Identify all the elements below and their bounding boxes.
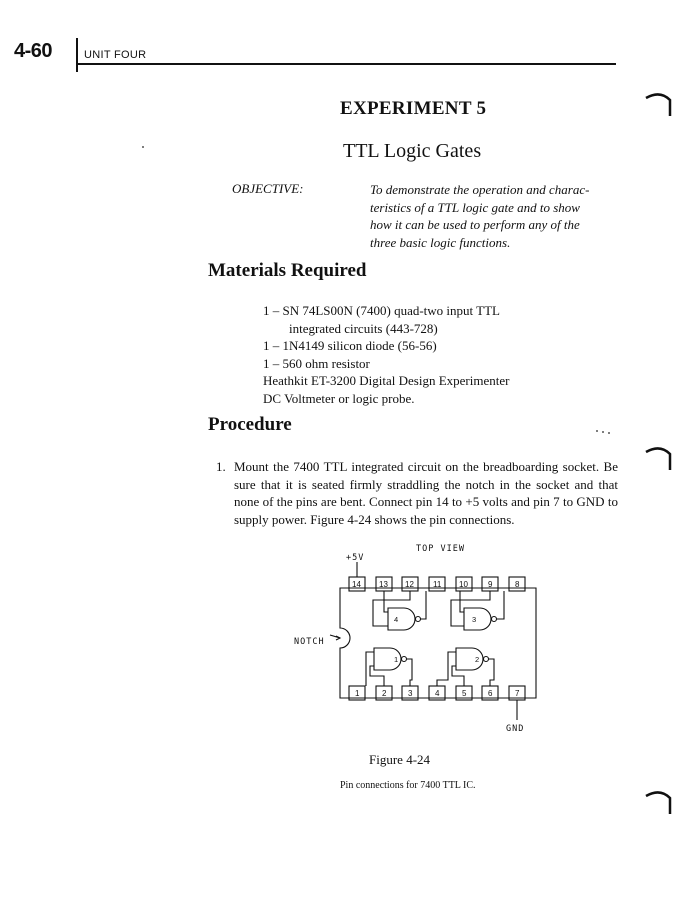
figure-caption: Pin connections for 7400 TTL IC. bbox=[340, 780, 476, 791]
step-text: Mount the 7400 TTL integrated circuit on the breadboarding socket. Be sure that it is seated firmly straddling the notch in the socket and that none of the pins are bent. Connect pin 14 to +5 volts and pin 7 to GND to supply power. Figure 4-24 shows the pin connections. bbox=[234, 459, 618, 527]
pin-label: 14 bbox=[352, 580, 361, 589]
materials-item: Heathkit ET-3200 Digital Design Experimenter bbox=[263, 373, 510, 388]
unit-label: UNIT FOUR bbox=[84, 49, 147, 61]
materials-item: 1 – SN 74LS00N (7400) quad-two input TTL bbox=[263, 303, 500, 318]
gate-label: 1 bbox=[394, 655, 399, 664]
figure-number: Figure 4-24 bbox=[369, 752, 431, 767]
pin-label: 11 bbox=[433, 580, 442, 589]
scan-speck bbox=[596, 430, 598, 432]
pin-label: 6 bbox=[488, 689, 493, 698]
header-divider bbox=[76, 38, 78, 72]
scan-speck bbox=[142, 146, 144, 148]
scan-speck bbox=[602, 431, 604, 433]
pin-label: 3 bbox=[408, 689, 413, 698]
objective-text bbox=[370, 181, 620, 251]
objective-line: how it can be used to perform any of the bbox=[370, 217, 580, 232]
pin-label: 2 bbox=[382, 689, 387, 698]
pin-label: 7 bbox=[515, 689, 520, 698]
procedure-heading: Procedure bbox=[208, 414, 292, 435]
pin-label: 4 bbox=[435, 689, 440, 698]
materials-list bbox=[263, 302, 509, 407]
materials-item: integrated circuits (443-728) bbox=[289, 320, 438, 336]
materials-heading: Materials Required bbox=[208, 260, 367, 281]
gate-label: 2 bbox=[475, 655, 480, 664]
vcc-label: +5V bbox=[346, 553, 365, 563]
page-curl-mark bbox=[644, 784, 674, 814]
pin-diagram-svg bbox=[288, 540, 558, 740]
materials-item: DC Voltmeter or logic probe. bbox=[263, 390, 415, 406]
gate-label: 3 bbox=[472, 615, 477, 624]
objective-line: three basic logic functions. bbox=[370, 234, 511, 250]
pin-label: 9 bbox=[488, 580, 493, 589]
top-view-label: TOP VIEW bbox=[416, 544, 465, 554]
gnd-label: GND bbox=[506, 724, 525, 734]
pin-diagram bbox=[288, 540, 558, 745]
pin-label: 10 bbox=[459, 580, 468, 589]
page-curl-mark bbox=[644, 440, 674, 470]
pin-label: 12 bbox=[405, 580, 414, 589]
objective-label: OBJECTIVE: bbox=[232, 181, 304, 196]
gate-label: 4 bbox=[394, 615, 399, 624]
materials-item: 1 – 560 ohm resistor bbox=[263, 355, 370, 371]
materials-item: 1 – 1N4149 silicon diode (56-56) bbox=[263, 338, 437, 353]
pin-label: 8 bbox=[515, 580, 520, 589]
experiment-title: EXPERIMENT 5 bbox=[340, 98, 487, 119]
objective-line: To demonstrate the operation and charac- bbox=[370, 182, 590, 197]
step-number: 1. bbox=[216, 459, 226, 474]
ic-body bbox=[340, 588, 536, 698]
pin-label: 5 bbox=[462, 689, 467, 698]
notch-label: NOTCH bbox=[294, 637, 325, 647]
page-header bbox=[0, 38, 688, 78]
experiment-subtitle: TTL Logic Gates bbox=[343, 140, 482, 162]
page-curl-mark bbox=[644, 86, 674, 116]
scan-speck bbox=[608, 432, 610, 434]
pin-label: 13 bbox=[379, 580, 388, 589]
header-rule bbox=[76, 63, 616, 65]
objective-line: teristics of a TTL logic gate and to show bbox=[370, 199, 580, 215]
pin-label: 1 bbox=[355, 689, 360, 698]
page-number: 4-60 bbox=[14, 40, 53, 62]
